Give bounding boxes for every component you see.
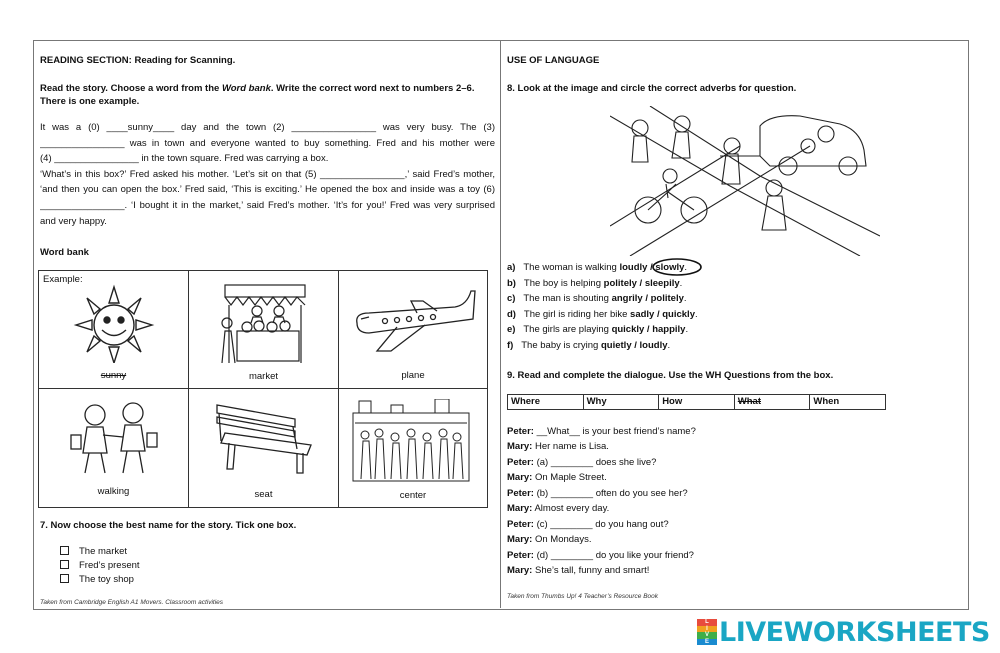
story-line: and very happy. [40, 215, 107, 227]
word-walking: walking [97, 486, 130, 497]
dialogue-line: Peter: (c) ________ do you hang out? [507, 519, 669, 530]
story-line: ________________. ‘I bought it in the market,’ said Fred’s mother. ‘It’s for you!’ Fred was very surprised [40, 199, 495, 211]
column-divider [500, 40, 501, 608]
reading-instructions-2: There is one example. [40, 96, 140, 107]
liveworksheets-logo[interactable] [697, 616, 990, 648]
checkbox[interactable] [60, 546, 69, 555]
reading-heading: READING SECTION: Reading for Scanning. [40, 55, 236, 66]
q8-item: a) The woman is walking loudly / slowly. [507, 262, 688, 273]
q8-item: b) The boy is helping politely / sleepily. [507, 278, 683, 289]
language-heading: USE OF LANGUAGE [507, 55, 600, 66]
wh-word: Where [508, 395, 584, 409]
q7-option[interactable]: The toy shop [60, 573, 134, 586]
dialogue-line: Mary: On Mondays. [507, 534, 592, 545]
sun-picture [69, 283, 159, 363]
plane-picture [347, 285, 477, 355]
logo-mark-icon: L I V E [697, 619, 717, 645]
word-cell-center [339, 389, 487, 507]
wh-word: Why [584, 395, 660, 409]
story-line: (4) ________________ in the town square. Fred was carrying a box. [40, 153, 329, 165]
question-8: 8. Look at the image and circle the correct adverbs for question. [507, 83, 797, 94]
example-label: Example: [43, 274, 83, 285]
right-source-note: Taken from Thumbs Up! 4 Teacher’s Resource Book [507, 593, 659, 600]
checkbox[interactable] [60, 574, 69, 583]
question-9: 9. Read and complete the dialogue. Use the WH Questions from the box. [507, 370, 834, 381]
left-source-note: Taken from Cambridge English A1 Movers. Classroom activities [40, 599, 224, 606]
dialogue-line: Mary: Almost every day. [507, 503, 610, 514]
word-sunny: sunny [100, 370, 127, 381]
wh-word: How [659, 395, 735, 409]
dialogue-line: Mary: She’s tall, funny and smart! [507, 565, 650, 576]
story-line: ‘and then you can open the box.’ Fred said, ‘This is exciting.’ He opened the box and inside was a toy (6) [40, 184, 495, 196]
dialogue-line: Peter: (d) ________ do you like your friend? [507, 550, 694, 561]
q8-item: c) The man is shouting angrily / politely. [507, 293, 687, 304]
word-bank-grid [38, 270, 488, 508]
q7-option[interactable]: The market [60, 545, 127, 558]
story-line: ________________ was in town and everyone wanted to buy something. Fred and his mother were [40, 137, 495, 149]
q8-item: f) The baby is crying quietly / loudly. [507, 340, 671, 351]
q7-option[interactable]: Fred’s present [60, 559, 140, 572]
story-text [40, 120, 495, 229]
word-bank-title: Word bank [40, 247, 89, 258]
dialogue-line: Peter: __What__ is your best friend’s name? [507, 426, 696, 437]
word-center: center [399, 490, 427, 501]
q8-item: e) The girls are playing quickly / happily. [507, 324, 689, 335]
word-market: market [248, 371, 279, 382]
story-line: ‘What’s in this box?’ Fred asked his mother. ‘Let’s sit on that (5) ________________,’ said Fred’s mother, [40, 168, 495, 180]
q8-item: d) The girl is riding her bike sadly / quickly. [507, 309, 698, 320]
story-line: It was a (0) ____sunny____ day and the town (2) ________________ was very busy. The (3) [40, 122, 495, 133]
reading-instructions: Read the story. Choose a word from the Word bank. Write the correct word next to numbers 2–6. [40, 83, 475, 94]
word-cell-plane [339, 271, 487, 389]
wh-word: When [813, 396, 840, 407]
dialogue-line: Peter: (b) ________ often do you see her? [507, 488, 688, 499]
dialogue-line: Peter: (a) ________ does she live? [507, 457, 657, 468]
street-scene-picture [610, 106, 880, 256]
question-7: 7. Now choose the best name for the story. Tick one box. [40, 520, 297, 531]
wh-word-used: What [735, 395, 811, 409]
word-cell-seat [189, 389, 339, 507]
word-cell-walking [39, 389, 189, 507]
market-picture [217, 279, 313, 365]
dialogue-line: Mary: Her name is Lisa. [507, 441, 609, 452]
checkbox[interactable] [60, 560, 69, 569]
wh-word-box [507, 394, 886, 410]
dialogue-line: Mary: On Maple Street. [507, 472, 607, 483]
word-seat: seat [254, 489, 273, 500]
word-cell-market [189, 271, 339, 389]
walking-picture [65, 397, 165, 477]
town-center-picture [351, 399, 471, 483]
brand-name: LIVEWORKSHEETS [719, 616, 990, 648]
bench-picture [211, 397, 321, 477]
word-plane: plane [401, 370, 425, 381]
word-cell-sunny [39, 271, 189, 389]
